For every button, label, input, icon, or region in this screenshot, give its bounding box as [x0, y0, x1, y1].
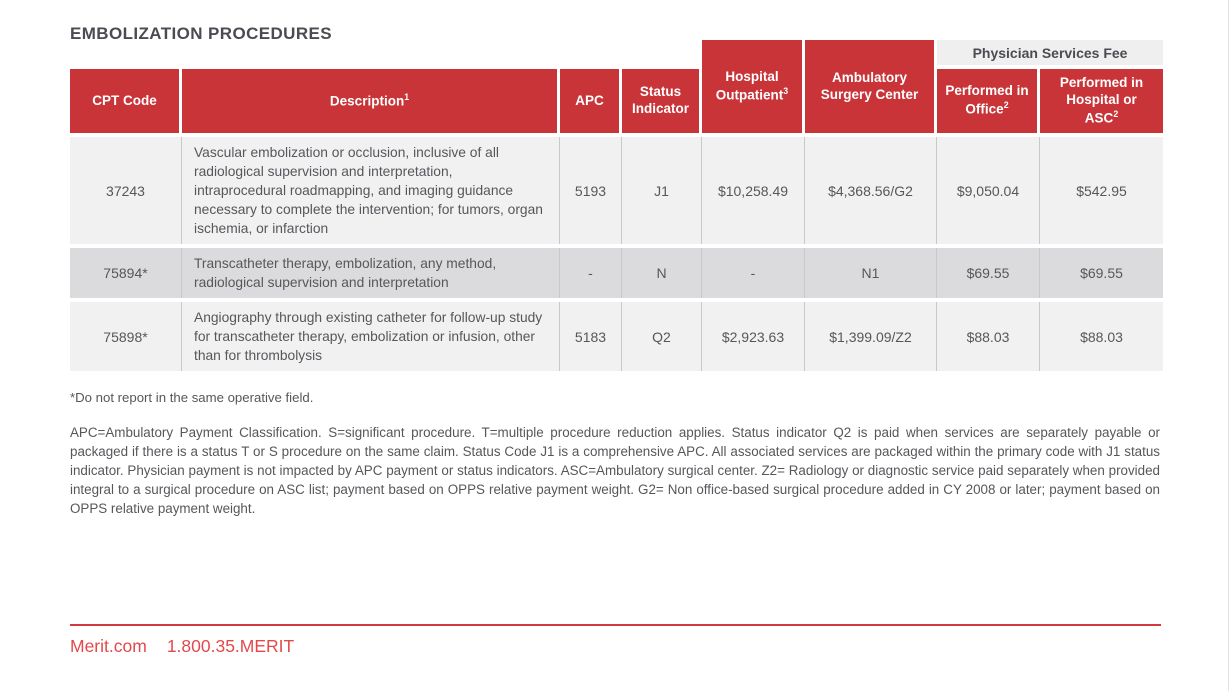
cell-cpt-code: 37243 — [70, 137, 182, 244]
cell-description: Angiography through existing catheter for follow-up study for transcatheter therapy, embolization or infusion, other than for thrombolysis — [182, 302, 560, 371]
cell-hospital-outpatient: - — [702, 248, 805, 298]
column-header-apc: APC — [560, 69, 622, 133]
footer-divider-rule — [70, 624, 1161, 626]
cell-hospital-outpatient: $2,923.63 — [702, 302, 805, 371]
footer — [70, 636, 294, 657]
cell-apc: 5183 — [560, 302, 622, 371]
cell-cpt-code: 75898* — [70, 302, 182, 371]
cell-performed-in-office: $88.03 — [937, 302, 1040, 371]
procedures-table — [70, 40, 1163, 371]
cell-performed-in-office: $9,050.04 — [937, 137, 1040, 244]
cell-description: Transcatheter therapy, embolization, any method, radiological supervision and interpretation — [182, 248, 560, 298]
cell-performed-in-hospital-or-asc: $69.55 — [1040, 248, 1163, 298]
cell-status-indicator: Q2 — [622, 302, 702, 371]
footer-website-link[interactable]: Merit.com — [70, 636, 147, 656]
group-header-physician-services-fee — [937, 40, 1163, 65]
column-header-status-indicator: Status Indicator — [622, 69, 702, 133]
cell-status-indicator: N — [622, 248, 702, 298]
cell-ambulatory-surgery-center: $1,399.09/Z2 — [805, 302, 937, 371]
cell-performed-in-hospital-or-asc: $88.03 — [1040, 302, 1163, 371]
footer-phone: 1.800.35.MERIT — [166, 636, 295, 656]
cell-apc: - — [560, 248, 622, 298]
column-header-ambulatory-surgery-center: Ambulatory Surgery Center — [805, 40, 937, 133]
page-title: EMBOLIZATION PROCEDURES — [70, 24, 333, 44]
column-header-performed-in-hospital-or-asc: Performed in Hospital or ASC$^2$ — [1040, 69, 1163, 133]
group-header-label: Physician Services Fee — [972, 44, 1128, 61]
column-header-performed-in-office: Performed in Office$^2$ — [937, 69, 1040, 133]
asterisk-footnote: *Do not report in the same operative field. — [70, 390, 314, 406]
definitions-footnote: APC=Ambulatory Payment Classification. S=significant procedure. T=multiple procedure reduction applies. Status indicator Q2 is paid when services are separately payable or packaged if there is a status T or S procedure on the same claim. Status Code J1 is a comprehensive APC. All associated services are packaged within the primary code with J1 status indicator. Physician payment is not impacted by APC payment or status indicators. ASC=Ambulatory surgical center. Z2= Radiology or diagnostic service paid separately when provided integral to a surgical procedure on ASC list; payment based on OPPS relative payment weight. G2= Non office-based surgical procedure added in CY 2008 or later; payment based on OPPS relative payment weight. — [70, 425, 1160, 517]
column-header-cpt-code: CPT Code — [70, 69, 182, 133]
cell-ambulatory-surgery-center: N1 — [805, 248, 937, 298]
cell-performed-in-office: $69.55 — [937, 248, 1040, 298]
cell-apc: 5193 — [560, 137, 622, 244]
cell-ambulatory-surgery-center: $4,368.56/G2 — [805, 137, 937, 244]
column-header-description: Description$^1$ — [182, 69, 560, 133]
cell-status-indicator: J1 — [622, 137, 702, 244]
page-edge-line — [1228, 0, 1229, 691]
cell-cpt-code: 75894* — [70, 248, 182, 298]
cell-performed-in-hospital-or-asc: $542.95 — [1040, 137, 1163, 244]
cell-hospital-outpatient: $10,258.49 — [702, 137, 805, 244]
column-header-hospital-outpatient: Hospital Outpatient$^3$ — [702, 40, 805, 133]
cell-description: Vascular embolization or occlusion, inclusive of all radiological supervision and interpretation, intraprocedural roadmapping, and imaging guidance necessary to complete the intervention; for tumors, organ ischemia, or infarction — [182, 137, 560, 244]
